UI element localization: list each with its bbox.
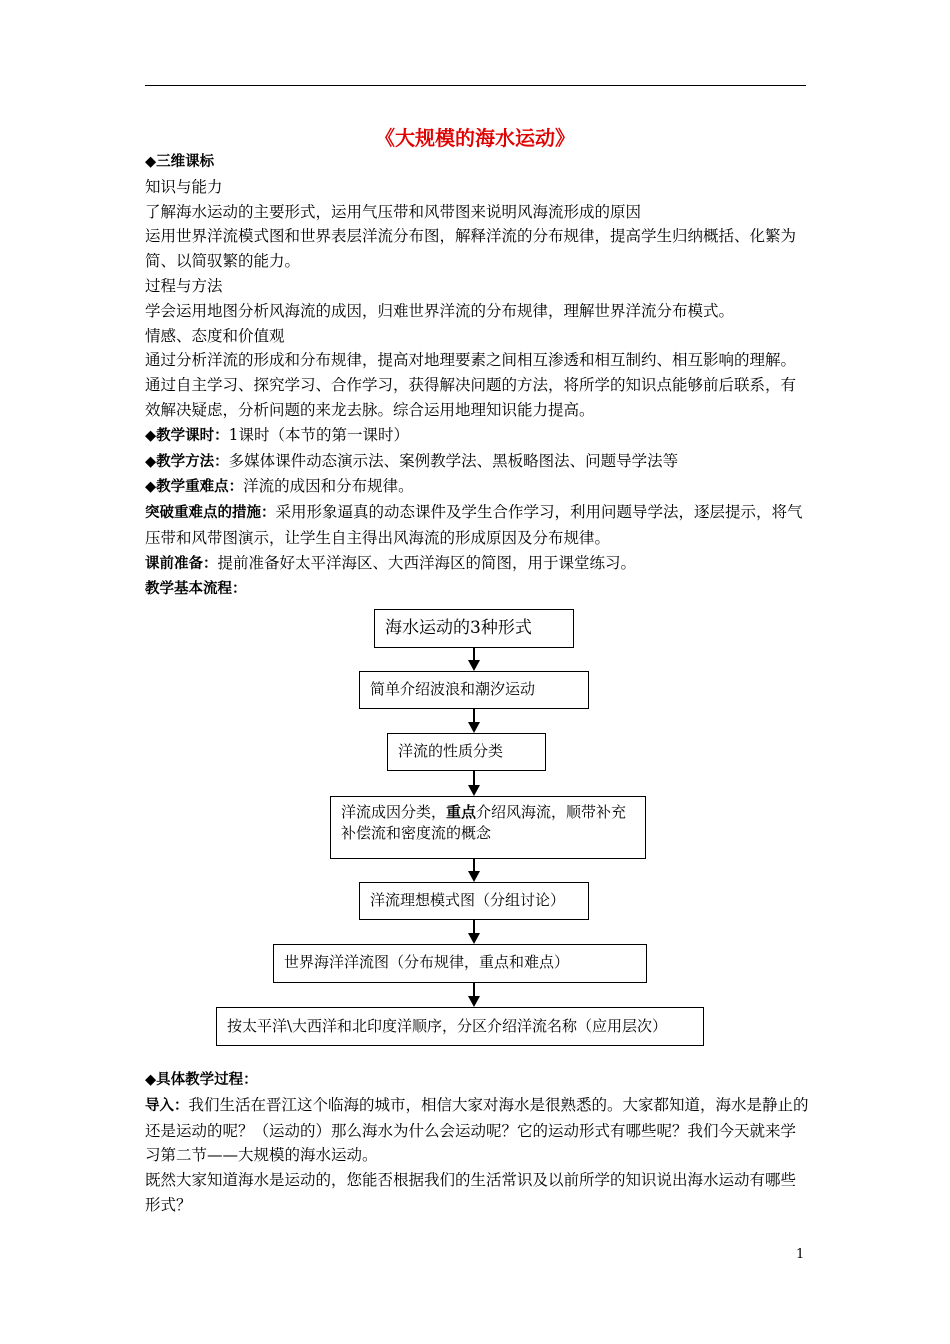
flow-step-2-label: 简单介绍波浪和潮汐运动 [370, 680, 536, 698]
question-paragraph: 既然大家知道海水是运动的，您能否根据我们的生活常识及以前所学的知识说出海水运动有哪些形式？ [145, 1171, 797, 1214]
flow-step-4-post: 介绍风海流，顺带补充补偿流和密度流的概念 [341, 803, 627, 842]
flow-arrow-3 [473, 771, 475, 794]
page-number: 1 [796, 1247, 805, 1262]
flow-step-4-bold: 重点 [446, 803, 477, 821]
flow-arrow-6 [473, 983, 475, 1005]
flow-step-1 [374, 609, 574, 648]
hours-value: 1课时（本节的第一课时） [228, 425, 410, 444]
breakthrough-measures [145, 500, 809, 551]
header-rule [145, 85, 806, 86]
teaching-hours [145, 423, 809, 449]
flow-arrow-4 [473, 859, 475, 880]
emotion-label: 情感、态度和价值观 [145, 326, 285, 345]
flow-step-5-label: 洋流理想模式图（分组讨论） [370, 891, 566, 909]
emotion-item-2: 通过自主学习、探究学习、合作学习，获得解决问题的方法，将所学的知识点能够前后联系，有效解决疑虑，分析问题的来龙去脉。综合运用地理知识能力提高。 [145, 376, 797, 419]
method-value: 多媒体课件动态演示法、案例教学法、黑板略图法、问题导学法等 [228, 451, 679, 470]
prep-label: 课前准备： [145, 555, 218, 572]
flow-step-7-label: 按太平洋\大西洋和北印度洋顺序，分区介绍洋流名称（应用层次） [227, 1017, 668, 1035]
knowledge-item-1: 了解海水运动的主要形式，运用气压带和风带图来说明风海流形成的原因 [145, 202, 642, 221]
knowledge-item-2: 运用世界洋流模式图和世界表层洋流分布图，解释洋流的分布规律，提高学生归纳概括、化繁为简、以简驭繁的能力。 [145, 227, 797, 271]
key-difficulty [145, 474, 809, 500]
flow-step-6-label: 世界海洋洋流图（分布规律，重点和难点） [284, 953, 570, 971]
measure-value: 采用形象逼真的动态课件及学生合作学习，利用问题导学法，逐层提示，将气压带和风带图演示，让学生自主得出风海流的形成原因及分布规律。 [145, 503, 803, 547]
prep-value: 提前准备好太平洋海区、大西洋海区的简图，用于课堂练习。 [217, 553, 637, 572]
flow-step-6 [273, 944, 647, 983]
key-label: ◆教学重难点： [145, 479, 244, 496]
document-title: 《大规模的海水运动》 [375, 126, 575, 150]
class-preparation [145, 551, 809, 577]
flow-step-7 [216, 1007, 704, 1046]
teaching-method [145, 449, 809, 475]
hours-label: ◆教学课时： [145, 427, 229, 444]
flow-step-4 [330, 796, 646, 859]
emotion-item-1: 通过分析洋流的形成和分布规律，提高对地理要素之间相互渗透和相互制约、相互影响的理解。 [145, 351, 797, 370]
flow-label: 教学基本流程： [145, 580, 247, 597]
flow-step-4-label [341, 802, 635, 844]
process-item-1: 学会运用地图分析风海流的成因，归难世界洋流的分布规律，理解世界洋流分布模式。 [145, 301, 735, 320]
process-label: 过程与方法 [145, 276, 223, 295]
flow-step-2 [359, 671, 589, 709]
measure-label: 突破重难点的措施： [145, 505, 276, 522]
flow-arrow-2 [473, 709, 475, 731]
flow-step-3 [387, 733, 546, 771]
key-value: 洋流的成因和分布规律。 [243, 477, 414, 496]
intro-paragraph [145, 1093, 809, 1168]
flow-arrow-1 [473, 648, 475, 669]
method-label: ◆教学方法： [145, 453, 229, 470]
flow-step-1-label: 海水运动的3种形式 [385, 618, 532, 638]
intro-text: 我们生活在晋江这个临海的城市，相信大家对海水是很熟悉的。大家都知道，海水是静止的还是运动的呢？（运动的）那么海水为什么会运动呢？它的运动形式有哪些呢？我们今天就来学习第二节——大规模的海水运动。 [145, 1095, 809, 1165]
lesson-plan-body [145, 150, 809, 601]
flow-step-4-pre: 洋流成因分类， [341, 803, 447, 821]
flow-step-3-label: 洋流的性质分类 [398, 742, 504, 760]
flow-arrow-5 [473, 920, 475, 942]
process-heading: ◆具体教学过程： [145, 1072, 258, 1088]
knowledge-label: 知识与能力 [145, 177, 223, 196]
teaching-process [145, 1068, 809, 1218]
goals-heading: ◆三维课标 [145, 154, 215, 170]
intro-label: 导入： [145, 1097, 189, 1114]
flow-step-5 [359, 882, 589, 920]
